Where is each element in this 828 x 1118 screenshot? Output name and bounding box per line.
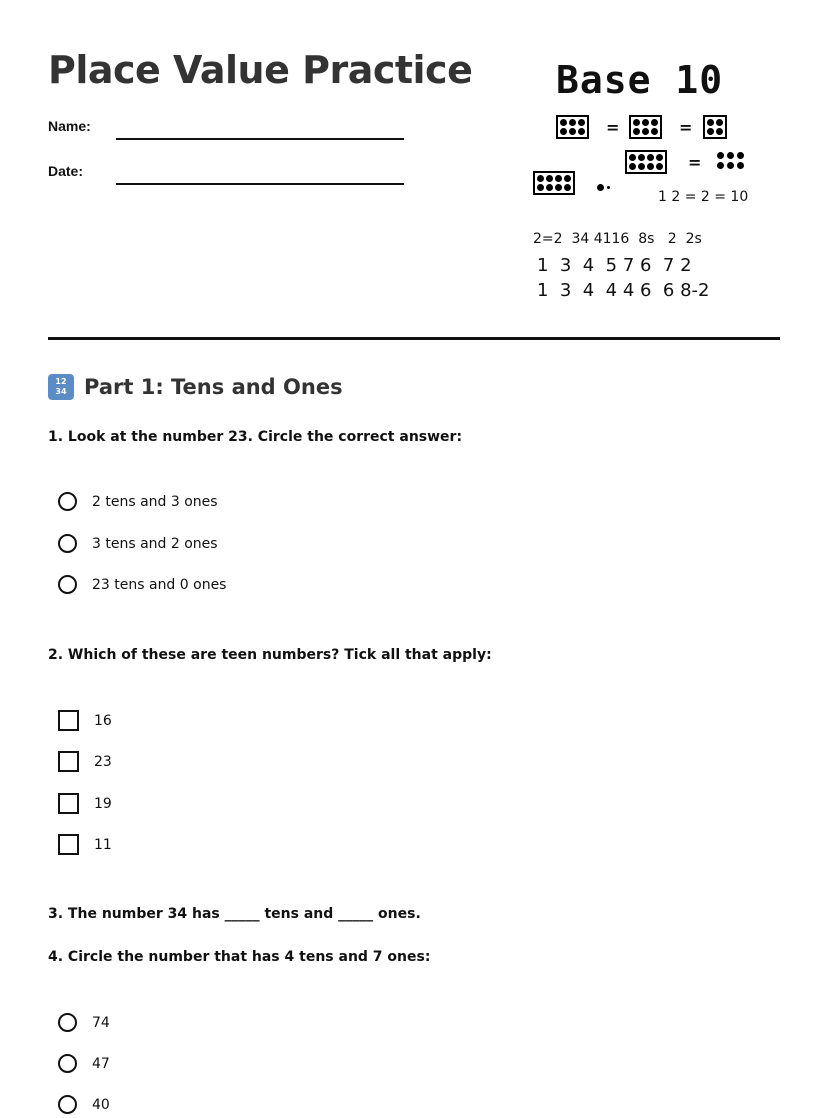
ten-block-icon [703, 115, 727, 139]
radio-button[interactable] [58, 1054, 77, 1073]
question-1: 1. Look at the number 23. Circle the correct answer: [48, 429, 463, 445]
q2-option-2[interactable]: 23 [58, 751, 112, 772]
base-ten-line1: 1 2 = 2 = 10 [658, 189, 749, 205]
checkbox[interactable] [58, 710, 79, 731]
q1-option-1[interactable]: 2 tens and 3 ones [58, 492, 218, 511]
checkbox[interactable] [58, 793, 79, 814]
base-ten-row1: 2=2 34 4116 8s 2 2s [533, 231, 702, 247]
date-label: Date: [48, 163, 84, 179]
base-ten-title: Base 10 [556, 58, 724, 102]
q4-option-3[interactable]: 40 [58, 1095, 110, 1114]
q4-option-1[interactable]: 74 [58, 1013, 110, 1032]
radio-button[interactable] [58, 1095, 77, 1114]
date-input[interactable] [118, 163, 406, 183]
equals-sign: = [688, 153, 702, 172]
q1-option-2[interactable]: 3 tens and 2 ones [58, 534, 218, 553]
section-divider [48, 337, 780, 340]
base-ten-row3: 1 3 4 4 4 6 6 8-2 [537, 280, 710, 301]
ones-dots-icon [597, 184, 611, 191]
ten-block-icon [556, 115, 589, 139]
name-underline [116, 138, 404, 140]
equals-sign: = [606, 118, 620, 137]
ones-dots-icon [717, 152, 744, 169]
q2-option-3[interactable]: 19 [58, 793, 112, 814]
q1-option-3[interactable]: 23 tens and 0 ones [58, 575, 226, 594]
name-input[interactable] [118, 118, 406, 138]
numbers-icon: 12 34 [48, 374, 74, 400]
radio-button[interactable] [58, 534, 77, 553]
name-label: Name: [48, 118, 91, 134]
checkbox[interactable] [58, 834, 79, 855]
question-2: 2. Which of these are teen numbers? Tick all that apply: [48, 647, 492, 663]
ten-block-icon [533, 171, 575, 195]
ten-block-icon [629, 115, 662, 139]
base-ten-row2: 1 3 4 5 7 6 7 2 [537, 255, 692, 276]
radio-button[interactable] [58, 575, 77, 594]
q2-option-1[interactable]: 16 [58, 710, 112, 731]
name-field [48, 118, 408, 142]
q4-option-2[interactable]: 47 [58, 1054, 110, 1073]
base-ten-illustration [520, 58, 810, 308]
question-4: 4. Circle the number that has 4 tens and 7 ones: [48, 949, 431, 965]
date-field [48, 163, 408, 187]
section-title: Part 1: Tens and Ones [84, 375, 343, 399]
page-title: Place Value Practice [48, 48, 473, 92]
equals-sign: = [679, 118, 693, 137]
radio-button[interactable] [58, 492, 77, 511]
section-header [48, 374, 343, 400]
q2-option-4[interactable]: 11 [58, 834, 112, 855]
date-underline [116, 183, 404, 185]
question-3: 3. The number 34 has _____ tens and _____ ones. [48, 906, 421, 922]
radio-button[interactable] [58, 1013, 77, 1032]
checkbox[interactable] [58, 751, 79, 772]
ten-block-icon [625, 150, 667, 174]
